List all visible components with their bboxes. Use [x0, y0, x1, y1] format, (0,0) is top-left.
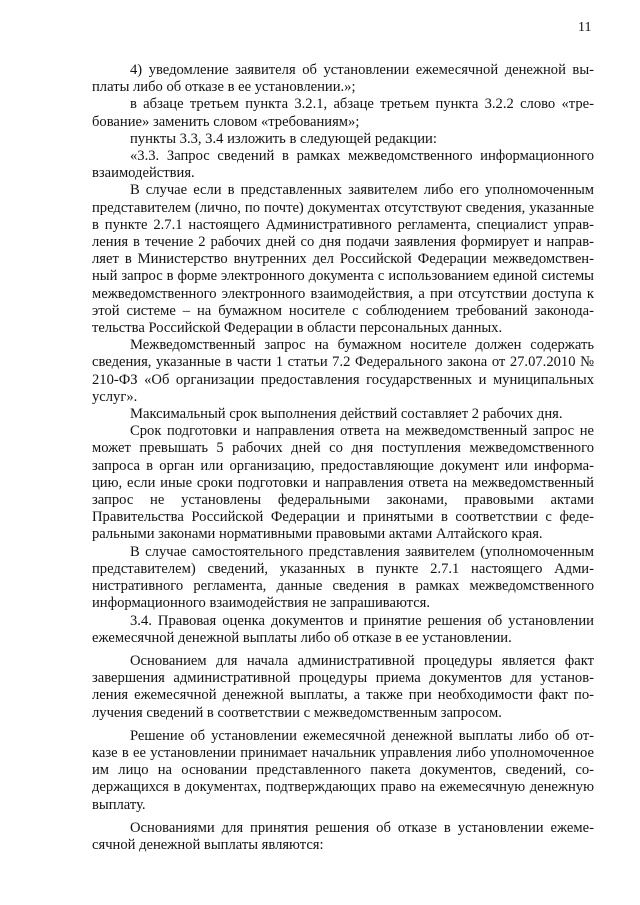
- paragraph-section-3-4-heading: 3.4. Правовая оценка документов и принятие решения об установлении ежемесячной денежной выплаты либо об отказе в ее установлении.: [92, 612, 594, 646]
- paragraph-procedure-basis: Основанием для начала административной процедуры является факт завершения административной процедуры приема документов для установления ежемесячной денежной выплаты, а также при необходимости факт получения сведений в соответствии с межведомственным запросом.: [92, 652, 594, 721]
- paragraph-refusal-grounds: Основаниями для принятия решения об отказе в установлении ежемесячной денежной выплаты являются:: [92, 819, 594, 853]
- paragraph-paper-request: Межведомственный запрос на бумажном носителе должен содержать сведения, указанные в части 1 статьи 7.2 Федерального закона от 27.07.2010 № 210-ФЗ «Об организации предоставления государственных и муниципальных услуг».: [92, 337, 594, 405]
- paragraph-new-wording-intro: пункты 3.3, 3.4 изложить в следующей редакции:: [130, 130, 437, 147]
- paragraph-decision-maker: Решение об установлении ежемесячной денежной выплаты либо об отказе в ее установлении принимает начальник управления либо уполномоченное им лицо на основании представленного пакета документов, сведений, содержащихся в документах, подтверждающих право на ежемесячную денежную выплату.: [92, 727, 594, 813]
- paragraph-section-3-3-heading: «3.3. Запрос сведений в рамках межведомственного информационного взаимодействия.: [92, 148, 594, 182]
- paragraph-self-submission: В случае самостоятельного представления заявителем (уполномоченным представителем) сведений, указанных в пункте 2.7.1 настоящего Административного регламента, данные сведения в рамках межведомственного информационного взаимодействия не запрашиваются.: [92, 543, 594, 612]
- paragraph-notification-item-4: 4) уведомление заявителя об установлении ежемесячной денежной выплаты либо об отказе в ее установлении.»;: [92, 62, 594, 96]
- page-number: 11: [578, 20, 592, 35]
- paragraph-response-term: Срок подготовки и направления ответа на межведомственный запрос не может превышать 5 рабочих дней со дня поступления межведомственного запроса в орган или организацию, предоставляющие документ или информацию, если иные сроки подготовки и направления ответа на межведомственный запрос не установлены федеральными законами, правовыми актами Правительства Российской Федерации и принятыми в соответствии с федеральными законами нормативными правовыми актами Алтайского края.: [92, 423, 594, 543]
- paragraph-amendment-3-2: в абзаце третьем пункта 3.2.1, абзаце третьем пункта 3.2.2 слово «требование» заменить словом «требованиям»;: [92, 96, 594, 130]
- document-body: [92, 62, 594, 854]
- paragraph-max-term: Максимальный срок выполнения действий составляет 2 рабочих дня.: [130, 406, 563, 423]
- paragraph-interagency-request: В случае если в представленных заявителем либо его уполномоченным представителем (лично, по почте) документах отсутствуют сведения, указанные в пункте 2.7.1 настоящего Административного регламента, специалист управления в течение 2 рабочих дней со дня подачи заявления формирует и направляет в Министерство внутренних дел Российской Федерации межведомственный запрос в форме электронного документа с использованием единой системы межведомственного электронного взаимодействия, а при отсутствии доступа к этой системе – на бумажном носителе с соблюдением требований законодательства Российской Федерации в области персональных данных.: [92, 182, 594, 337]
